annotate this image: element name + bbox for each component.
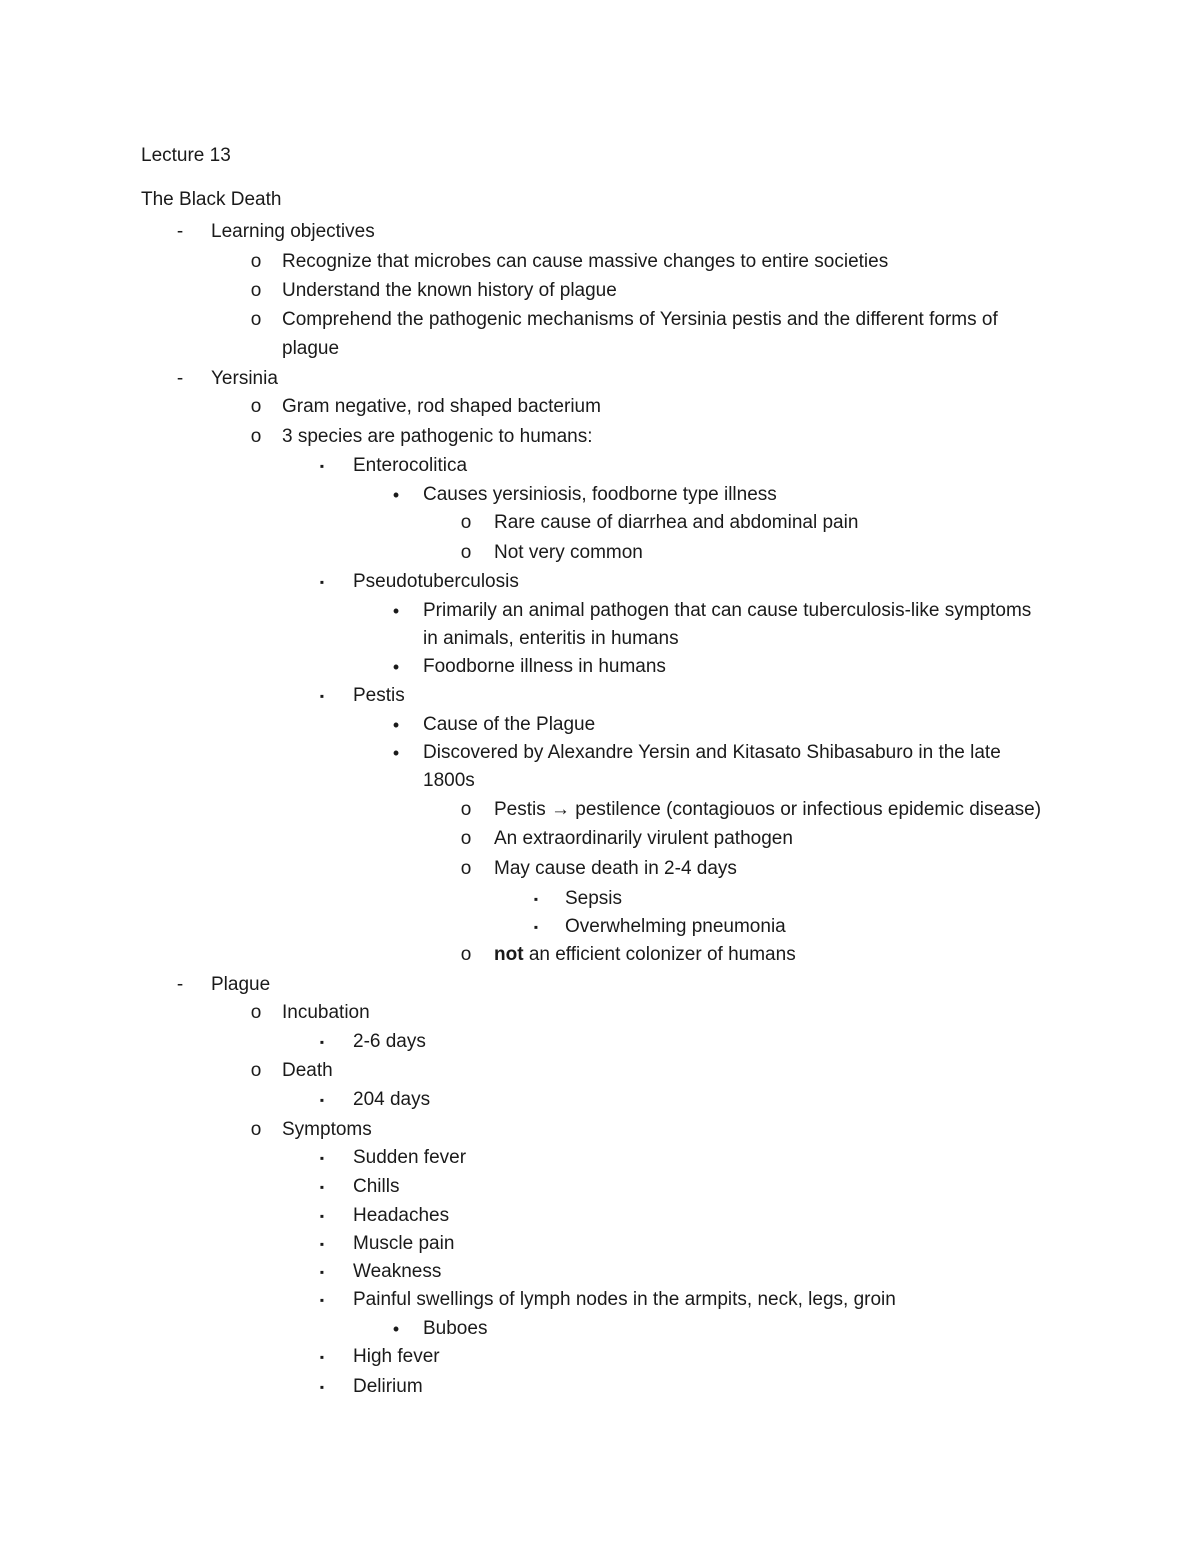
list-item (423, 1317, 487, 1341)
list-item (282, 1059, 333, 1083)
list-item (353, 1030, 426, 1054)
list-item (211, 973, 270, 997)
list-item (494, 541, 643, 565)
list-item-text: Overwhelming pneumonia (565, 916, 786, 937)
list-item (494, 511, 858, 535)
list-marker: • (392, 485, 400, 505)
list-marker: o (460, 542, 472, 563)
list-item (282, 1118, 372, 1142)
list-item-text: an efficient colonizer of humans (523, 944, 796, 965)
list-marker: ▪ (319, 1093, 325, 1107)
list-item-text: Headaches (353, 1205, 450, 1226)
list-item (565, 887, 622, 911)
list-item-text: Primarily an animal pathogen that can cause tuberculosis-like symptoms (423, 600, 1032, 621)
list-marker: ▪ (319, 1035, 325, 1049)
list-item-text: Comprehend the pathogenic mechanisms of Yersinia pestis and the different forms of (282, 309, 998, 330)
list-marker: ▪ (319, 1237, 325, 1251)
list-marker: ▪ (319, 1380, 325, 1394)
list-item-text: Causes yersiniosis, foodborne type illness (423, 484, 777, 505)
list-item (282, 308, 998, 332)
list-item (423, 483, 777, 507)
list-item-text: Muscle pain (353, 1233, 455, 1254)
list-item (282, 279, 617, 303)
list-item-text: Delirium (353, 1376, 423, 1397)
list-item (353, 1288, 896, 1312)
list-item (353, 1375, 423, 1399)
list-item-text: Discovered by Alexandre Yersin and Kitasato Shibasaburo in the late (423, 742, 1001, 763)
list-item-text: in animals, enteritis in humans (423, 628, 679, 649)
list-item-text: High fever (353, 1346, 440, 1367)
list-item-text: Enterocolitica (353, 455, 468, 476)
list-item-text: Learning objectives (211, 221, 375, 242)
list-item (353, 1232, 454, 1256)
list-marker: ▪ (319, 1350, 325, 1364)
page-subtitle: The Black Death (141, 189, 282, 210)
list-marker: o (460, 828, 472, 849)
list-item (353, 1204, 449, 1228)
list-item (353, 1088, 430, 1112)
list-item-text: Yersinia (211, 368, 278, 389)
list-item-text: Plague (211, 974, 271, 995)
list-item-text: Death (282, 1060, 333, 1081)
list-item (282, 1001, 370, 1025)
list-item-text: Weakness (353, 1261, 442, 1282)
list-marker: o (460, 944, 472, 965)
list-marker: ▪ (319, 575, 325, 589)
list-item (353, 1175, 399, 1199)
list-item (423, 627, 679, 651)
list-item (282, 337, 339, 361)
list-item (423, 769, 475, 793)
list-marker: o (250, 251, 262, 272)
list-item (423, 713, 595, 737)
list-item-text: Gram negative, rod shaped bacterium (282, 396, 601, 417)
list-item-text: Symptoms (282, 1119, 372, 1140)
list-marker: ▪ (319, 1180, 325, 1194)
list-marker: ▪ (319, 1151, 325, 1165)
list-marker: - (176, 221, 184, 242)
list-marker: ▪ (319, 1209, 325, 1223)
list-marker: • (392, 715, 400, 735)
list-item (282, 250, 888, 274)
list-item-text: Cause of the Plague (423, 714, 596, 735)
list-item (494, 827, 793, 851)
list-item (423, 741, 1001, 765)
list-item-text: May cause death in 2-4 days (494, 858, 737, 879)
list-item-text: plague (282, 338, 340, 359)
list-marker: • (392, 601, 400, 621)
list-item-text: Foodborne illness in humans (423, 656, 666, 677)
list-marker: o (250, 280, 262, 301)
list-item (494, 943, 796, 967)
list-item-text: Pestis → pestilence (contagiouos or infectious epidemic disease) (494, 799, 1042, 820)
list-item (353, 1260, 441, 1284)
list-marker: ▪ (319, 1293, 325, 1307)
list-marker: ▪ (319, 689, 325, 703)
list-item (353, 570, 519, 594)
list-item (423, 599, 1031, 623)
list-marker: - (176, 974, 184, 995)
list-item-text: Buboes (423, 1318, 488, 1339)
list-marker: ▪ (319, 1265, 325, 1279)
list-marker: • (392, 657, 400, 677)
list-item-text: Painful swellings of lymph nodes in the armpits, neck, legs, groin (353, 1289, 896, 1310)
list-marker: o (250, 1060, 262, 1081)
list-marker: o (250, 309, 262, 330)
list-item-text: Pestis (353, 685, 405, 706)
list-item-text: Understand the known history of plague (282, 280, 617, 301)
list-item (353, 1146, 466, 1170)
list-item (282, 425, 593, 449)
list-item (565, 915, 786, 939)
list-item-emphasis: not (494, 944, 524, 965)
list-marker: o (250, 396, 262, 417)
list-item-text: 1800s (423, 770, 475, 791)
list-item-text: 204 days (353, 1089, 431, 1110)
list-item-text: Recognize that microbes can cause massive changes to entire societies (282, 251, 889, 272)
list-item-text: 2-6 days (353, 1031, 426, 1052)
list-marker: o (460, 858, 472, 879)
list-item-text: 3 species are pathogenic to humans: (282, 426, 593, 447)
list-marker: ▪ (533, 920, 539, 934)
list-item (353, 1345, 440, 1369)
list-item-text: Incubation (282, 1002, 370, 1023)
list-marker: • (392, 1319, 400, 1339)
list-item-text: Pseudotuberculosis (353, 571, 519, 592)
list-marker: o (250, 1119, 262, 1140)
list-marker: o (460, 799, 472, 820)
list-item (282, 395, 601, 419)
list-marker: o (250, 1002, 262, 1023)
list-item (211, 220, 375, 244)
list-marker: ▪ (533, 892, 539, 906)
list-item (353, 684, 405, 708)
page-title: Lecture 13 (141, 145, 231, 166)
list-item (494, 798, 1041, 822)
list-marker: o (460, 512, 472, 533)
list-item-text: Not very common (494, 542, 643, 563)
list-marker: - (176, 368, 184, 389)
list-item-text: Chills (353, 1176, 400, 1197)
list-item (353, 454, 467, 478)
list-item-text: Sepsis (565, 888, 623, 909)
list-marker: • (392, 743, 400, 763)
list-item (494, 857, 737, 881)
list-item-text: Rare cause of diarrhea and abdominal pain (494, 512, 859, 533)
list-item-text: Sudden fever (353, 1147, 467, 1168)
list-marker: o (250, 426, 262, 447)
list-item (211, 367, 278, 391)
list-item (423, 655, 666, 679)
list-item-text: An extraordinarily virulent pathogen (494, 828, 793, 849)
list-marker: ▪ (319, 459, 325, 473)
